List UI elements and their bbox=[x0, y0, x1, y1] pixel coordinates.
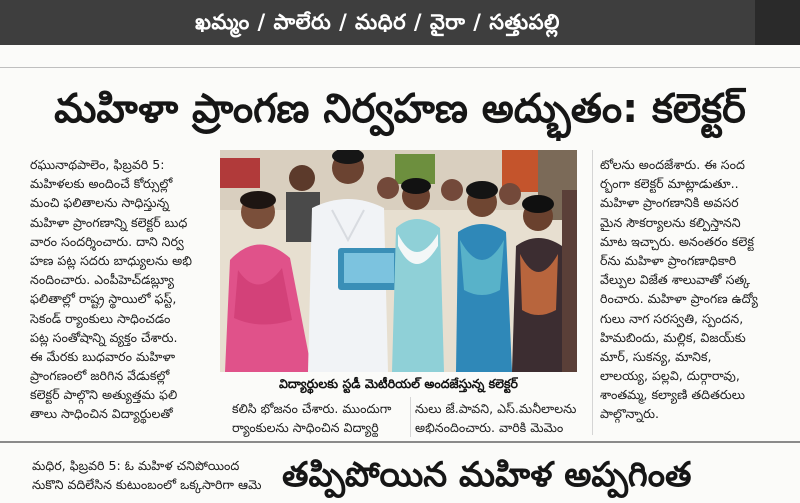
body-line: నందించారు. ఎంపీహెచ్‌డబ్ల్యూ bbox=[30, 272, 175, 288]
body-line: ర్యాంకులను సాధించిన విద్యార్థి bbox=[232, 420, 379, 436]
body-line: మార్, సుకన్య, మానిక, bbox=[600, 348, 712, 364]
body-line: మంచి ఫలితాలను సాధిస్తున్న bbox=[30, 195, 170, 211]
body-line: పట్ల సంతోషాన్ని వ్యక్తం చేశారు. bbox=[30, 329, 178, 345]
body-line: కలిసి భోజనం చేశారు. ముందుగా bbox=[232, 401, 392, 416]
body-line: అభినందించారు. వారికి మెమెం bbox=[415, 420, 564, 436]
column-divider bbox=[410, 397, 411, 437]
body-line: ఫలితాల్లో రాష్ట్ర స్థాయిలో ఫస్ట్, bbox=[30, 291, 177, 307]
headline-top-rule bbox=[0, 67, 800, 68]
section-header-bar bbox=[0, 0, 800, 45]
story-headline: మహిళా ప్రాంగణ నిర్వహణ అద్భుతం: కలెక్టర్ bbox=[54, 86, 746, 132]
body-line: తాలు సాధించిన విద్యార్థులతో bbox=[30, 406, 173, 422]
body-line: ర్‌ను మహిళా ప్రాంగణాధికారి bbox=[600, 252, 737, 268]
body-line: మహిళా ప్రాంగణాన్ని కలెక్టర్ బుధ bbox=[30, 214, 188, 230]
column-divider bbox=[592, 150, 593, 435]
body-line: వారం సందర్శించారు. దాని నిర్వ bbox=[30, 233, 184, 249]
body-line: మైన సౌకర్యాలను కల్పిస్తానని bbox=[600, 214, 741, 230]
body-line: నుకొని వదిలేసిన కుటుంబంలో ఒక్కసారిగా ఆమె bbox=[32, 477, 262, 493]
section-places-title: ఖమ్మం / పాలేరు / మధిర / వైరా / సత్తుపల్లి bbox=[195, 10, 560, 34]
body-line: మహిళలకు అందించే కోర్సుల్లో bbox=[30, 176, 173, 192]
story-column-4 bbox=[600, 155, 778, 424]
body-line: హణ పట్ల సదరు బాధ్యులను అభి bbox=[30, 252, 192, 268]
body-line: రించారు. మహిళా ప్రాంగణ ఉద్యో bbox=[600, 291, 758, 307]
story-photo bbox=[220, 150, 577, 372]
body-line: ప్రాంగణంలో జరిగిన వేడుకల్లో bbox=[30, 368, 170, 384]
body-line: కలెక్టర్ పాల్గొని అత్యుత్తమ ఫలి bbox=[30, 387, 178, 403]
body-line: రఘునాథపాలెం, ఫిబ్రవరి 5: bbox=[30, 157, 165, 172]
body-line: వేల్పుల విజేత శాలువాతో సత్క bbox=[600, 272, 751, 288]
body-line: ఈ మేరకు బుధవారం మహిళా bbox=[30, 348, 176, 364]
story-column-2 bbox=[232, 399, 407, 437]
body-line: ర్భంగా కలెక్టర్ మాట్లాడుతూ.. bbox=[600, 176, 739, 192]
body-line: టోలను అందజేశారు. ఈ సంద bbox=[600, 157, 745, 172]
story-separator-rule bbox=[0, 441, 800, 443]
body-line: మాట ఇచ్చారు. అనంతరం కలెక్ట bbox=[600, 233, 754, 249]
body-line: హిమబిందు, మల్లిక, విజయ్‌కు bbox=[600, 329, 746, 345]
body-line: సెకండ్ ర్యాంకులు సాధించడం bbox=[30, 310, 171, 326]
body-line: మధిర, ఫిబ్రవరి 5: ఓ మహిళ చనిపోయింద bbox=[32, 458, 240, 473]
story2-column bbox=[32, 456, 272, 494]
header-corner-block bbox=[755, 0, 800, 45]
body-line: పాల్గొన్నారు. bbox=[600, 406, 659, 422]
body-line: మహిళా ప్రాంగణానికి అవసర bbox=[600, 195, 739, 211]
body-line: లాలయ్య, పల్లవి, దుర్గారావు, bbox=[600, 368, 740, 384]
body-line: నులు జే.పావని, ఎస్.మనీలాలను bbox=[415, 401, 577, 416]
photo-caption: విద్యార్థులకు స్టడీ మెటీరియల్ అందజేస్తున్న కలెక్టర్ bbox=[279, 376, 518, 391]
story-column-1 bbox=[30, 155, 216, 424]
story-column-3 bbox=[415, 399, 585, 437]
photo-illustration bbox=[220, 150, 577, 372]
body-line: శాంతమ్మ, కల్యాణి తదితరులు bbox=[600, 387, 745, 403]
story2-headline: తప్పిపోయిన మహిళ అప్పగింత bbox=[282, 455, 692, 495]
body-line: గులు నాగ సరస్వతి, స్పందన, bbox=[600, 310, 744, 326]
